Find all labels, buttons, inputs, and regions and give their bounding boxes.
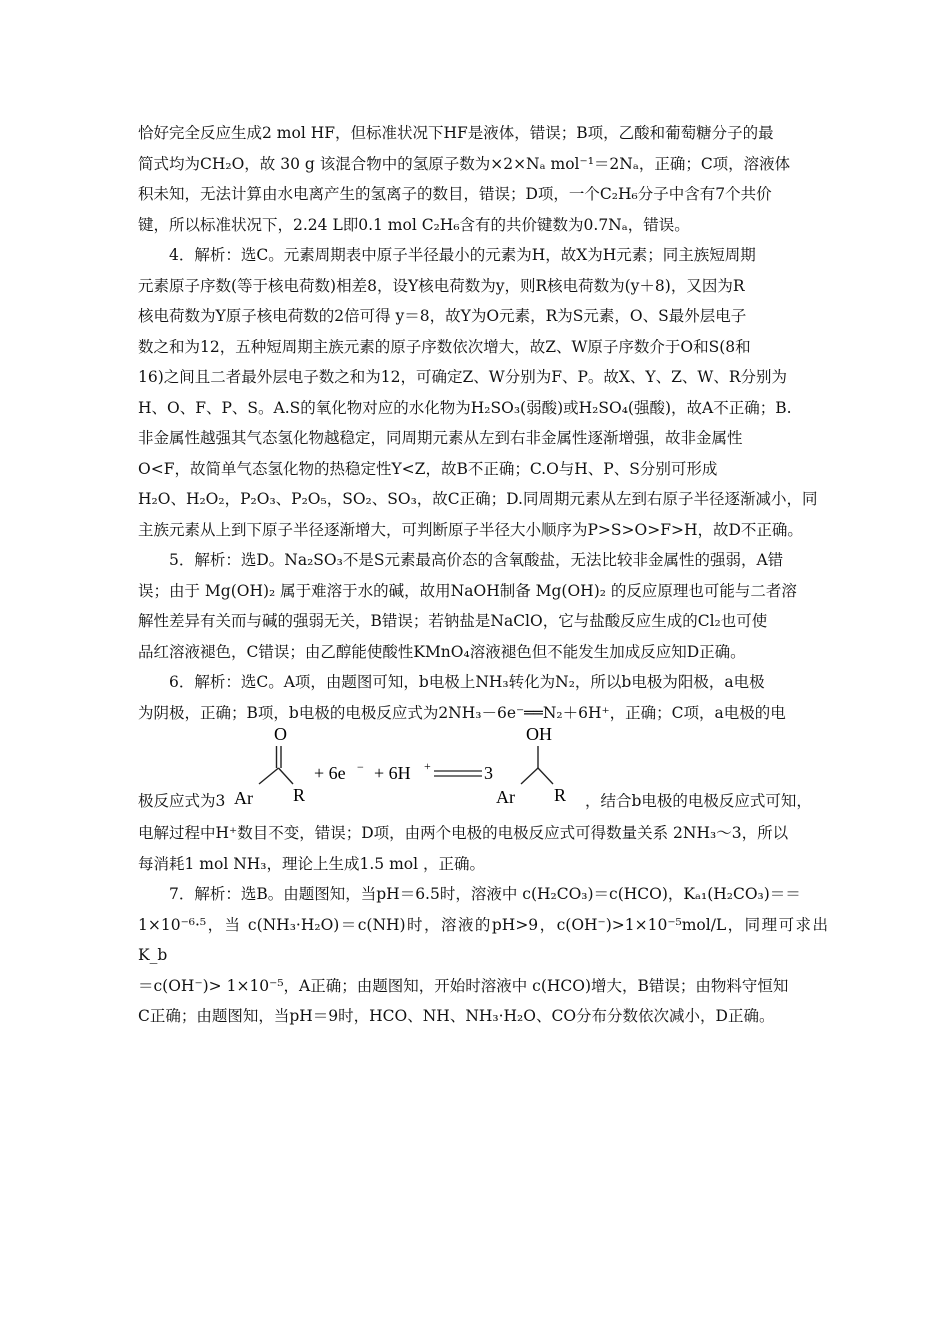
paragraph [138, 667, 828, 728]
text-line: 非金属性越强其气态氢化物越稳定，同周期元素从左到右非金属性逐渐增强，故非金属性 [138, 429, 743, 447]
text-line: 电解过程中H⁺数目不变，错误；D项，由两个电极的电极反应式可得数量关系 2NH₃～3，所以 [138, 824, 789, 842]
text-line: 数之和为12，五种短周期主族元素的原子序数依次增大，故Z、W原子序数介于O和S(8和 [138, 337, 751, 356]
text-line: 键，所以标准状况下，2.24 L即0.1 mol C₂H₆含有的共价键数为0.7Nₐ，错误。 [138, 215, 690, 234]
text-line: 解性差异有关而与碱的强弱无关，B错误；若钠盐是NaClO，它与盐酸反应生成的Cl₂也可使 [138, 612, 768, 630]
reduction-equation-diagram [229, 726, 589, 818]
document-body [138, 118, 828, 1032]
text-line: 每消耗1 mol NH₃，理论上生成1.5 mol ，正确。 [138, 854, 485, 873]
equation-suffix-text: ，结合b电极的电极反应式可知， [585, 791, 812, 810]
proton-charge: + [424, 759, 431, 773]
text-line: 核电荷数为Y原子核电荷数的2倍可得 y＝8，故Y为O元素，R为S元素，O、S最外层电子 [138, 307, 747, 325]
text-line: 简式均为CH₂O，故 30 g 该混合物中的氢原子数为×2×Nₐ mol⁻¹＝2Nₐ，正确；C项，溶液体 [138, 154, 791, 173]
proton-term: + 6H [374, 763, 411, 783]
paragraph [138, 240, 828, 545]
paragraphs-before-equation [138, 118, 828, 728]
text-line: H₂O、H₂O₂，P₂O₃、P₂O₅，SO₂、SO₃，故C正确；D.同周期元素从左到右原子半径逐渐减小，同 [138, 490, 818, 508]
alcohol-oh-label: OH [526, 726, 552, 744]
paragraphs-after-equation [138, 818, 828, 1032]
text-line: 恰好完全反应生成2 mol HF，但标准状况下HF是液体，错误；B项，乙酸和葡萄糖分子的最 [138, 124, 774, 142]
text-line: 7．解析：选B。由题图知，当pH＝6.5时，溶液中 c(H₂CO₃)＝c(HCO)，Kₐ₁(H₂CO₃)＝＝ [169, 885, 801, 903]
ketone-r-label: R [293, 785, 306, 805]
electron-term: + 6e [314, 763, 346, 783]
alcohol-r-label: R [554, 785, 567, 805]
text-line: 误；由于 Mg(OH)₂ 属于难溶于水的碱，故用NaOH制备 Mg(OH)₂ 的反应原理也可能与二者溶 [138, 581, 797, 600]
product-coefficient: 3 [484, 763, 493, 783]
equation-prefix-text: 极反应式为3 [138, 791, 226, 810]
text-line: ＝c(OH⁻)> 1×10⁻⁵，A正确；由题图知，开始时溶液中 c(HCO)增大，B错误；由物料守恒知 [138, 976, 789, 995]
electron-charge: − [357, 760, 364, 774]
equation-line [138, 728, 828, 818]
text-line: O<F，故简单气态氢化物的热稳定性Y<Z，故B不正确；C.O与H、P、S分别可形成 [138, 459, 718, 478]
alcohol-ar-label: Ar [496, 787, 515, 807]
text-line: 积未知，无法计算由水电离产生的氢离子的数目，错误；D项，一个C₂H₆分子中含有7个共价 [138, 185, 772, 203]
text-line: 16)之间且二者最外层电子数之和为12，可确定Z、W分别为F、P。故X、Y、Z、W、R分别为 [138, 368, 788, 386]
ketone-oxygen-label: O [274, 726, 287, 744]
text-line: 5．解析：选D。Na₂SO₃不是S元素最高价态的含氧酸盐，无法比较非金属性的强弱，A错 [169, 551, 784, 569]
alcohol-bond-r [538, 768, 553, 784]
text-line: 元素原子序数(等于核电荷数)相差8，设Y核电荷数为y，则R核电荷数为(y＋8)，又因为R [138, 276, 745, 295]
paragraph [138, 879, 828, 1032]
paragraph [138, 545, 828, 667]
ketone-ar-label: Ar [234, 788, 253, 808]
text-line: C正确；由题图知，当pH＝9时，HCO、NH、NH₃·H₂O、CO分布分数依次减小，D正确。 [138, 1007, 775, 1025]
text-line: 主族元素从上到下原子半径逐渐增大，可判断原子半径大小顺序为P>S>O>F>H，故D不正确。 [138, 520, 803, 539]
paragraph [138, 118, 828, 240]
alcohol-structure [496, 726, 566, 807]
alcohol-bond-ar [521, 768, 538, 784]
ketone-bond-r [279, 768, 294, 784]
text-line: 6．解析：选C。A项，由题图可知，b电极上NH₃转化为N₂，所以b电极为阳极，a电极 [169, 673, 765, 691]
text-line: 品红溶液褪色，C错误；由乙醇能使酸性KMnO₄溶液褪色但不能发生加成反应知D正确。 [138, 642, 746, 661]
paragraph [138, 818, 828, 879]
text-line: 1×10⁻⁶·⁵，当 c(NH₃·H₂O)＝c(NH)时，溶液的pH>9，c(OH⁻)>1×10⁻⁵mol/L，同理可求出 K_b [138, 915, 828, 964]
ketone-structure [234, 726, 305, 808]
ketone-bond-ar [259, 768, 279, 784]
text-line: 4．解析：选C。元素周期表中原子半径最小的元素为H，故X为H元素；同主族短周期 [169, 246, 756, 264]
text-line: H、O、F、P、S。A.S的氧化物对应的水化物为H₂SO₃(弱酸)或H₂SO₄(强酸)，故A不正确；B. [138, 398, 792, 417]
text-line: 为阴极，正确；B项，b电极的电极反应式为2NH₃－6e⁻══N₂＋6H⁺，正确；C项，a电极的电 [138, 703, 786, 722]
